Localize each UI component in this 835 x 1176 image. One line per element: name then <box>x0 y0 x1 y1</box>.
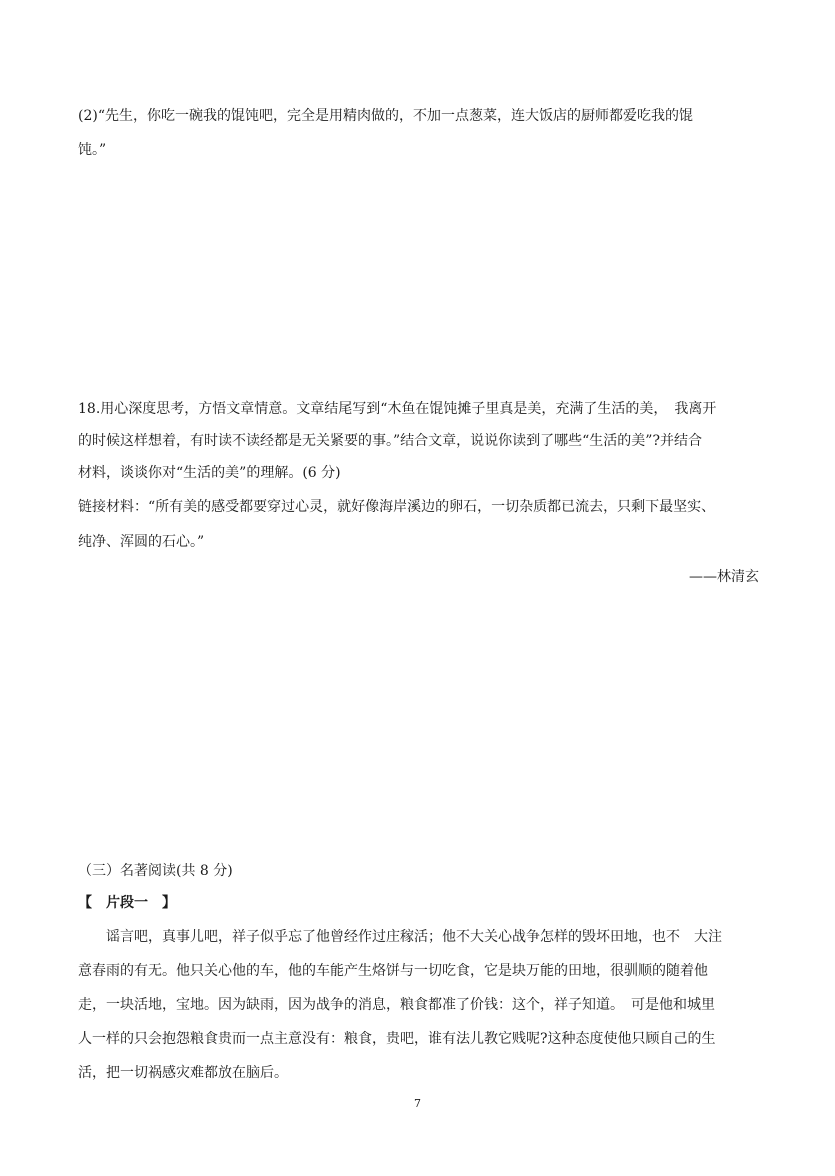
q17-line-2: 饨。” <box>78 142 107 158</box>
page-number: 7 <box>414 1097 421 1110</box>
passage-line-3: 走，一块活地，宝地。因为缺雨，因为战争的消息，粮食都准了价钱：这个，祥子知道。 可是他和城里 <box>78 997 715 1013</box>
passage-line-4: 人一样的只会抱怨粮食贵而一点主意没有：粮食，贵吧，谁有法儿教它贱呢?这种态度使他只顾自己的生 <box>78 1031 716 1047</box>
fragment-label: 【 片段一 】 <box>78 895 176 911</box>
passage-line-1: 谣言吧，真事儿吧，祥子似乎忘了他曾经作过庄稼活；他不大关心战争怎样的毁坏田地，也不 大注 <box>106 929 722 945</box>
q18-line-1: 18.用心深度思考，方悟文章情意。文章结尾写到“木鱼在馄饨摊子里真是美，充满了生活的美， 我离开 <box>78 401 717 417</box>
section-heading: （三）名著阅读(共 8 分) <box>78 863 233 879</box>
passage-line-2: 意春雨的有无。他只关心他的车，他的车能产生烙饼与一切吃食，它是块万能的田地，很驯顺的随着他 <box>78 963 708 979</box>
q18-line-2: 的时候这样想着，有时读不读经都是无关紧要的事。”结合文章，说说你读到了哪些“生活的美”?并结合 <box>78 433 702 449</box>
q17-line-1: (2)“先生，你吃一碗我的馄饨吧，完全是用精肉做的，不加一点葱菜，连大饭店的厨师都爱吃我的馄 <box>78 108 693 124</box>
attribution: ——林清玄 <box>689 569 759 585</box>
passage-line-5: 活，把一切祸感灾难都放在脑后。 <box>78 1065 288 1081</box>
link-material-line-1: 链接材料：“所有美的感受都要穿过心灵，就好像海岸溪边的卵石，一切杂质都已流去，只剩下最坚实、 <box>78 499 716 515</box>
q18-line-3: 材料，谈谈你对“生活的美”的理解。(6 分) <box>78 465 341 481</box>
link-material-line-2: 纯净、浑圆的石心。” <box>78 534 205 550</box>
